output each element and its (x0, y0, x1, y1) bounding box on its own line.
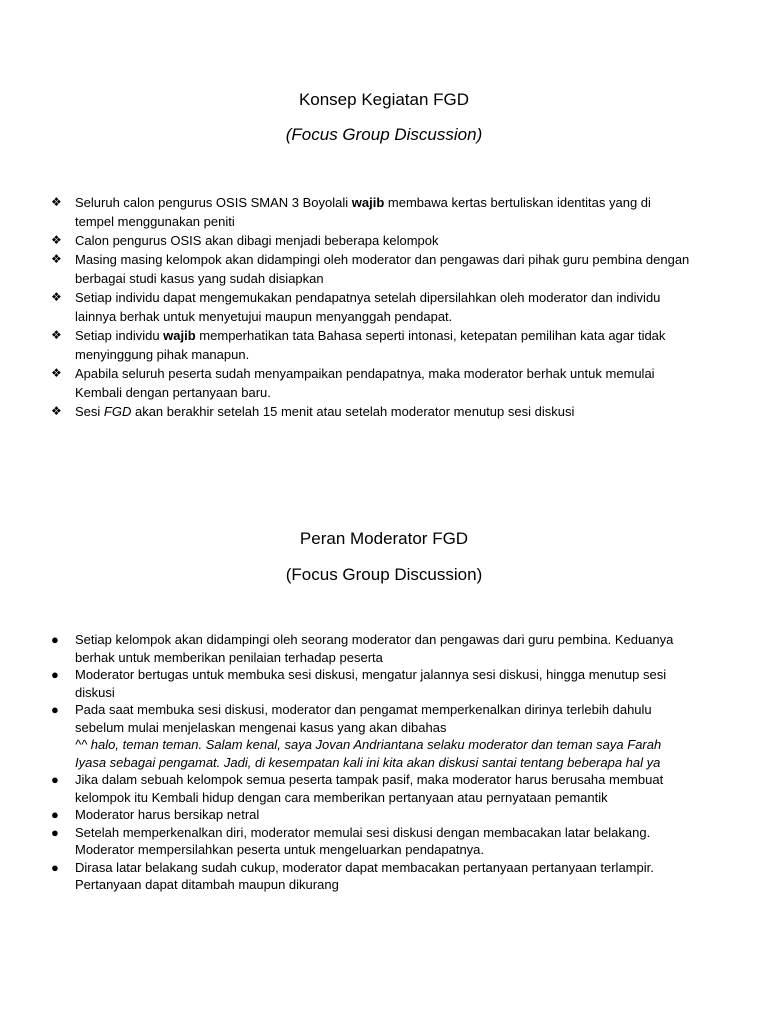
item-text: memperhatikan tata Bahasa seperti intonasi, ketepatan pemilihan kata agar tidak menyinggung pihak manapun. (75, 328, 666, 362)
item-text: Setiap individu (75, 328, 164, 343)
round-bullet-icon: ● (51, 824, 59, 840)
list-item (51, 364, 691, 402)
section1-list (51, 193, 691, 421)
list-item (51, 402, 691, 421)
diamond-bullet-icon: ❖ (51, 252, 62, 266)
list-item (51, 631, 691, 666)
list-item (51, 701, 691, 771)
item-emphasis: wajib (351, 195, 385, 210)
diamond-bullet-icon: ❖ (51, 328, 62, 342)
list-item (51, 824, 691, 859)
item-text: akan berakhir setelah 15 menit atau setelah moderator menutup sesi diskusi (131, 404, 575, 419)
round-bullet-icon: ● (51, 772, 59, 787)
item-text: Setiap kelompok akan didampingi oleh seorang moderator dan pengawas dari guru pembina. Keduanya berhak untuk memberikan penilaian terhadap peserta (75, 632, 674, 665)
item-text: Setiap individu dapat mengemukakan pendapatnya setelah dipersilahkan oleh moderator dan individu lainnya berhak untuk menyetujui maupun menyanggah pendapat. (75, 290, 661, 324)
list-item (51, 859, 691, 894)
item-text: Pada saat membuka sesi diskusi, moderator dan pengamat memperkenalkan dirinya terlebih dahulu sebelum mulai menjelaskan mengenai kasus yang akan dibahas (75, 702, 652, 735)
item-text: Jika dalam sebuah kelompok semua peserta tampak pasif, maka moderator harus berusaha membuat kelompok itu Kembali hidup dengan cara memberikan pertanyaan atau pernyataan pemantik (75, 772, 664, 805)
list-item (51, 250, 691, 288)
diamond-bullet-icon: ❖ (51, 404, 62, 418)
list-item (51, 326, 691, 364)
item-text: Masing masing kelompok akan didampingi oleh moderator dan pengawas dari pihak guru pembina dengan berbagai studi kasus yang sudah disiapkan (75, 252, 690, 286)
list-item (51, 193, 691, 231)
item-text: Moderator bertugas untuk membuka sesi diskusi, mengatur jalannya sesi diskusi, hingga menutup sesi diskusi (75, 667, 667, 700)
item-emphasis: wajib (163, 328, 196, 343)
diamond-bullet-icon: ❖ (51, 290, 62, 304)
list-item (51, 231, 691, 250)
section1-title: Konsep Kegiatan FGD (298, 90, 470, 109)
section2-subtitle: (Focus Group Discussion) (285, 565, 483, 584)
diamond-bullet-icon: ❖ (51, 233, 62, 247)
item-text: Calon pengurus OSIS akan dibagi menjadi beberapa kelompok (75, 233, 439, 248)
diamond-bullet-icon: ❖ (51, 366, 62, 380)
moderator-example-note: ^^ halo, teman teman. Salam kenal, saya Jovan Andriantana selaku moderator dan teman saya Farah Iyasa sebagai pengamat. Jadi, di kesempatan kali ini kita akan diskusi santai tentang beberapa hal ya (75, 737, 662, 770)
list-item (51, 288, 691, 326)
list-item (51, 806, 691, 824)
round-bullet-icon: ● (51, 807, 59, 822)
diamond-bullet-icon: ❖ (51, 195, 62, 209)
list-item (51, 666, 691, 701)
item-text: membawa kertas bertuliskan identitas yang di tempel menggunakan peniti (75, 195, 651, 229)
round-bullet-icon: ● (51, 702, 59, 717)
item-text: Moderator harus bersikap netral (75, 807, 260, 822)
item-text: Apabila seluruh peserta sudah menyampaikan pendapatnya, maka moderator berhak untuk memulai Kembali dengan pertanyaan baru. (75, 366, 655, 400)
round-bullet-icon: ● (51, 859, 59, 875)
item-text: Setelah memperkenalkan diri, moderator memulai sesi diskusi dengan membacakan latar belakang. Moderator mempersilahkan peserta untuk mengeluarkan pendapatnya. (75, 824, 651, 857)
item-italic: FGD (103, 404, 132, 419)
list-item (51, 771, 691, 806)
section1-subtitle: (Focus Group Discussion) (285, 125, 483, 144)
item-text: Seluruh calon pengurus OSIS SMAN 3 Boyolali (75, 195, 352, 210)
item-text: Dirasa latar belakang sudah cukup, moderator dapat membacakan pertanyaan pertanyaan terlampir. Pertanyaan dapat ditambah maupun dikurang (75, 859, 654, 892)
round-bullet-icon: ● (51, 667, 59, 682)
round-bullet-icon: ● (51, 632, 59, 647)
section2-title: Peran Moderator FGD (299, 529, 469, 548)
item-text: Sesi (75, 404, 104, 419)
section2-list (51, 631, 691, 894)
